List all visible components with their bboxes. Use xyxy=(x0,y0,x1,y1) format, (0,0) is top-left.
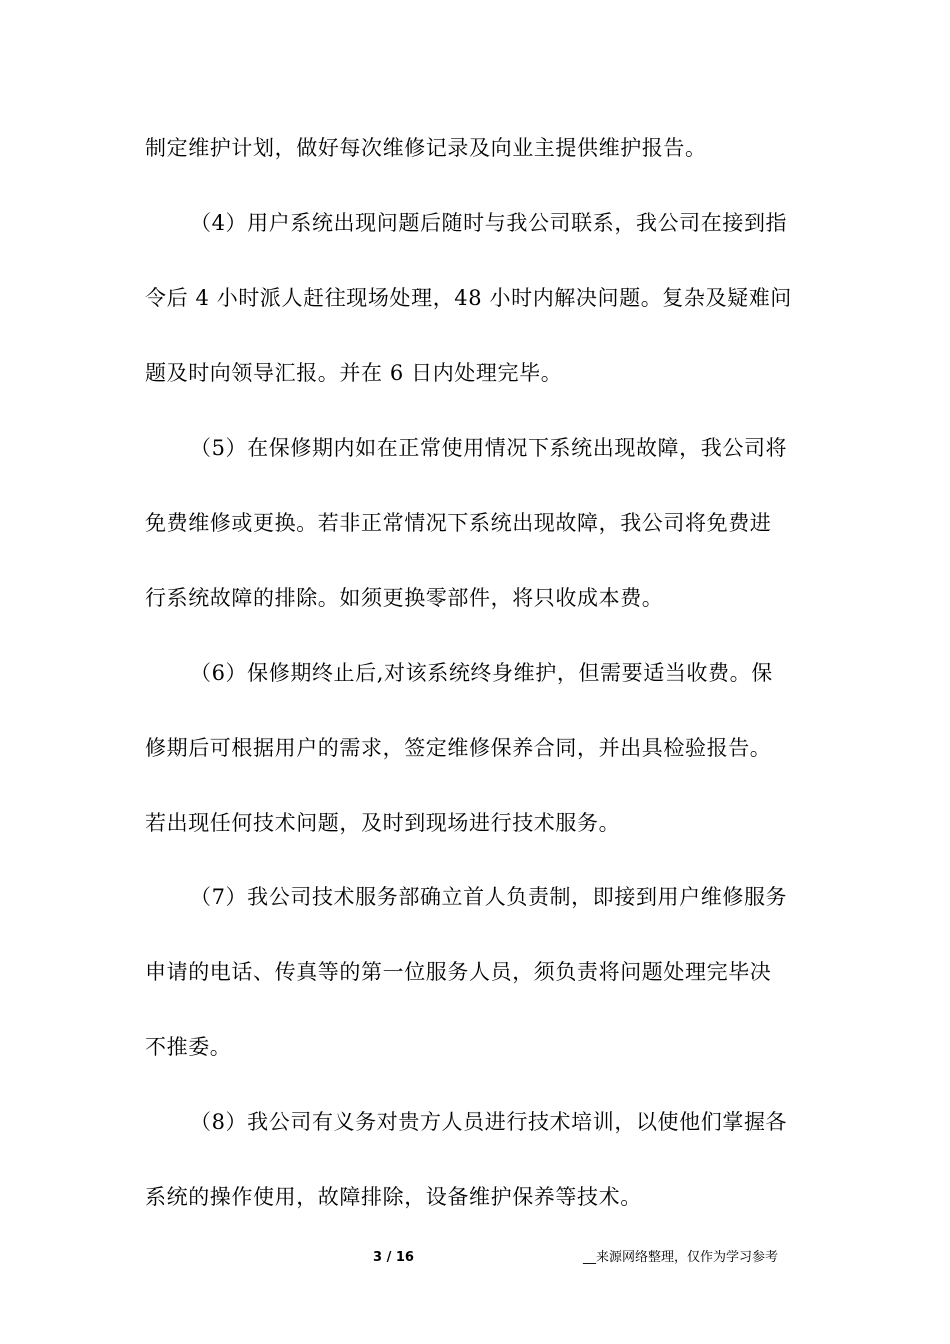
text-line: 申请的电话、传真等的第一位服务人员，须负责将问题处理完毕决 xyxy=(145,960,772,984)
paragraph-4-line-1: （4）用户系统出现问题后随时与我公司联系，我公司在接到指 xyxy=(190,211,788,235)
text-line: 令后 4 小时派人赶往现场处理，48 小时内解决问题。复杂及疑难问 xyxy=(145,286,792,310)
text-line: 不推委。 xyxy=(145,1035,232,1059)
paragraph-8-line-1: （8）我公司有义务对贵方人员进行技术培训，以使他们掌握各 xyxy=(190,1110,788,1134)
paragraph-7-line-1: （7）我公司技术服务部确立首人负责制，即接到用户维修服务 xyxy=(190,885,788,909)
text-line: 行系统故障的排除。如须更换零部件，将只收成本费。 xyxy=(145,586,664,610)
text-line: 题及时向领导汇报。并在 6 日内处理完毕。 xyxy=(145,361,563,385)
paragraph-5-line-1: （5）在保修期内如在正常使用情况下系统出现故障，我公司将 xyxy=(190,436,788,460)
text-line: 系统的操作使用，故障排除，设备维护保养等技术。 xyxy=(145,1185,642,1209)
text-line: 免费维修或更换。若非正常情况下系统出现故障，我公司将免费进 xyxy=(145,511,772,535)
page-number: 3 / 16 xyxy=(373,1250,414,1265)
text-line: 修期后可根据用户的需求，签定维修保养合同，并出具检验报告。 xyxy=(145,736,772,760)
text-line: 制定维护计划，做好每次维修记录及向业主提供维护报告。 xyxy=(145,136,707,160)
text-line: 若出现任何技术问题，及时到现场进行技术服务。 xyxy=(145,811,621,835)
footer-note: __来源网络整理，仅作为学习参考 xyxy=(583,1250,779,1265)
paragraph-6-line-1: （6）保修期终止后,对该系统终身维护，但需要适当收费。保 xyxy=(190,661,773,685)
